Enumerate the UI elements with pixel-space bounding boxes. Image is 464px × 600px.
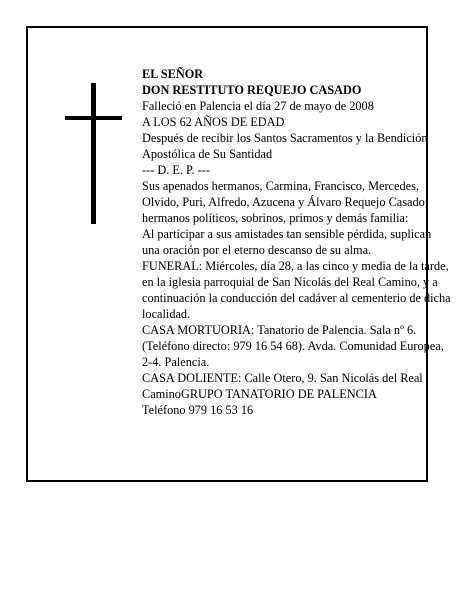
obituary-frame [26, 26, 451, 482]
mortuary-paragraph: CASA MORTUORIA: Tanatorio de Palencia. Sala nº 6. (Teléfono directo: 979 16 54 68). Avda. Comunidad Europea, 2-4. Palencia. [142, 323, 444, 369]
family-paragraph: Sus apenados hermanos, Carmina, Francisco, Mercedes, Olvido, Puri, Alfredo, Azucena y Álvaro Requejo Casado; hermanos políticos, sobrinos, primos y demás familia: [142, 179, 429, 225]
death-date-line: Falleció en Palencia el día 27 de mayo de 2008 [142, 99, 374, 113]
phone-line: Teléfono 979 16 53 16 [142, 403, 254, 417]
house-paragraph: CASA DOLIENTE: Calle Otero, 9. San Nicolás del Real CaminoGRUPO TANATORIO DE PALENCIA [142, 371, 423, 401]
rip-line: --- D. E. P. --- [142, 163, 210, 177]
cross-icon [91, 83, 96, 224]
funeral-paragraph: FUNERAL: Miércoles, día 28, a las cinco y media de la tarde, en la iglesia parroquial de San Nicolás del Real Camino, y a continuación la conducción del cadáver al cementerio de dicha localidad. [142, 259, 451, 321]
obituary-text [142, 66, 452, 418]
age-line: A LOS 62 AÑOS DE EDAD [142, 115, 285, 129]
cross-icon-bar [65, 116, 122, 120]
deceased-name: DON RESTITUTO REQUEJO CASADO [142, 83, 362, 97]
sacraments-line: Después de recibir los Santos Sacramentos y la Bendición Apostólica de Su Santidad [142, 131, 428, 161]
request-paragraph: Al participar a sus amistades tan sensible pérdida, suplican una oración por el eterno descanso de su alma. [142, 227, 432, 257]
title-line-1: EL SEÑOR [142, 67, 204, 81]
